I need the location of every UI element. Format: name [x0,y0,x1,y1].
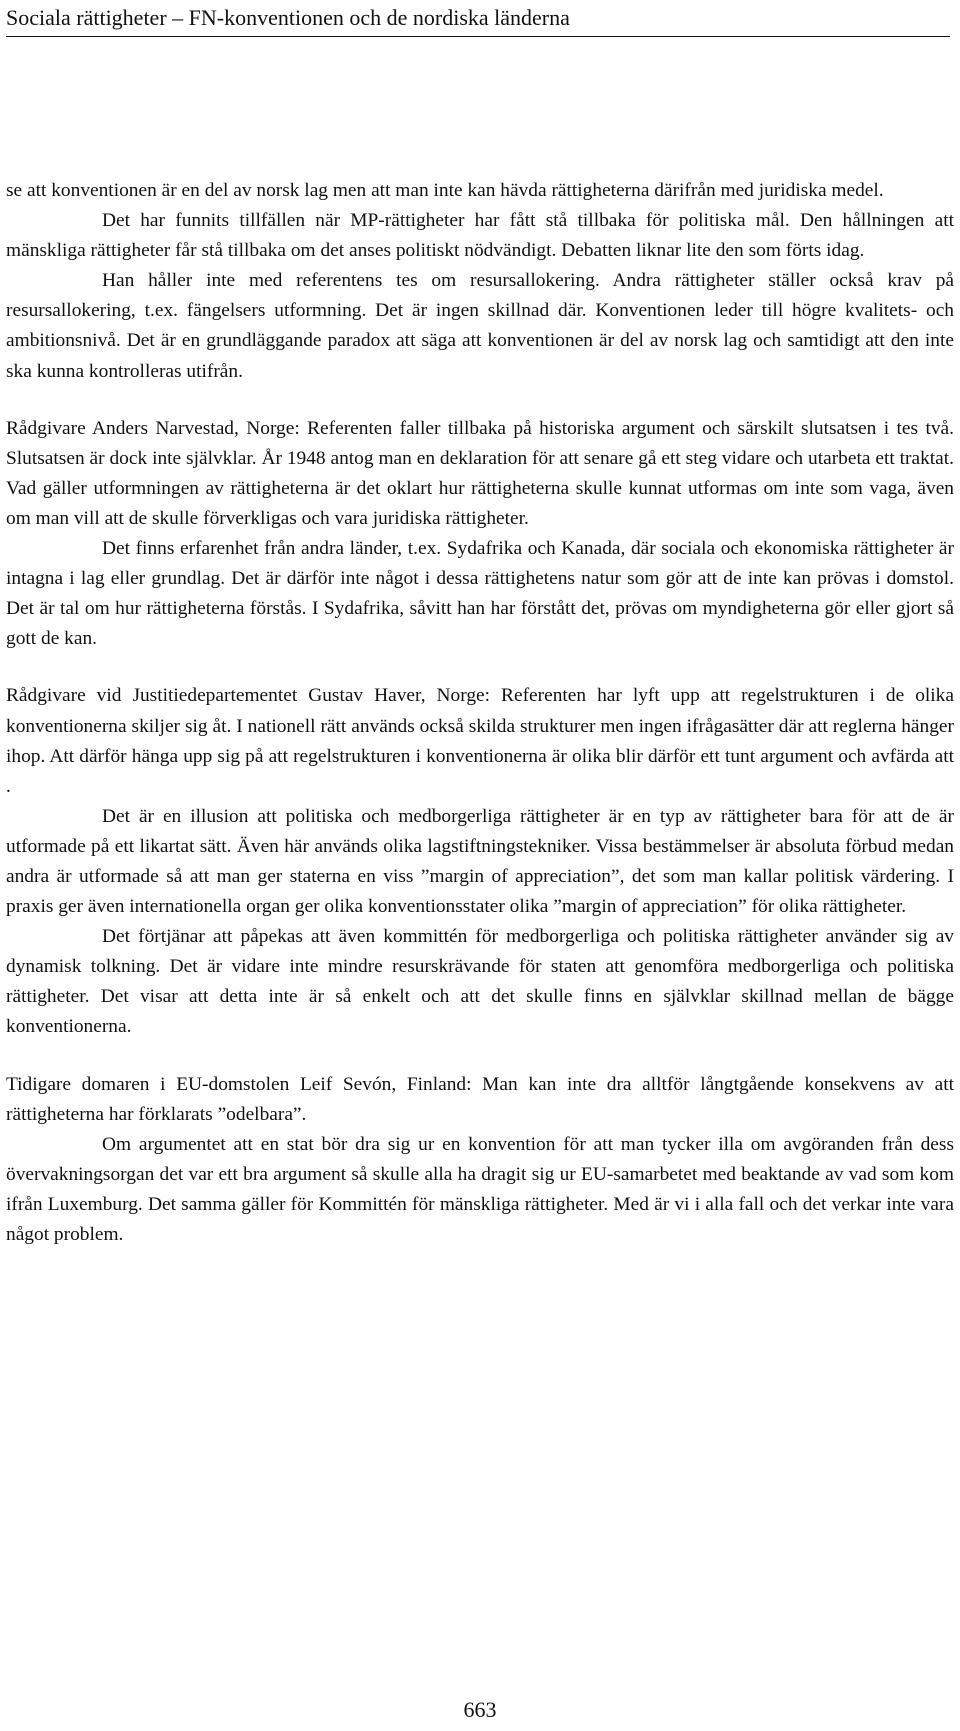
speaker-paragraph: Tidigare domaren i EU-domstolen Leif Sevón, Finland: Man kan inte dra alltför långtgående konsekvens av att rättigheterna har förklarats ”odelbara”. [6,1073,954,1125]
page-number: 663 [463,1697,497,1722]
header-divider [6,36,950,37]
document-body [6,176,954,1250]
paragraph: Det förtjänar att påpekas att även kommittén för medborgerliga och politiska rättigheter använder sig av dynamisk tolkning. Det är vidare inte mindre resurskrävande för staten att genomföra medborgerliga och politiska rättigheter. Det visar att detta inte är så enkelt och att det skulle finns en självklar skillnad mellan de bägge konventionerna. [6,926,954,1038]
paragraph: Det finns erfarenhet från andra länder, t.ex. Sydafrika och Kanada, där sociala och ekonomiska rättigheter är intagna i lag eller grundlag. Det är därför inte något i dessa rättighetens natur som gör att de inte kan prövas i domstol. Det är tal om hur rättigheterna förstås. I Sydafrika, såvitt han har förstått det, prövas om myndigheterna gör eller gjort så gott de kan. [6,538,954,650]
running-header: Sociala rättigheter – FN-konventionen och de nordiska länderna [6,5,570,30]
paragraph: Om argumentet att en stat bör dra sig ur en konvention för att man tycker illa om avgöranden från dess övervakningsorgan det var ett bra argument så skulle alla ha dragit sig ur EU-samarbetet med beaktande av vad som kom ifrån Luxemburg. Det samma gäller för Kommittén för mänskliga rättigheter. Med är vi i alla fall och det verkar inte vara något problem. [6,1133,954,1245]
speaker-paragraph: Rådgivare Anders Narvestad, Norge: Referenten faller tillbaka på historiska argument och särskilt slutsatsen i tes två. Slutsatsen är dock inte självklar. År 1948 antog man en deklaration för att senare gå ett steg vidare och utarbeta ett traktat. Vad gäller utformningen av rättigheterna är det oklart hur rättigheterna skulle kunnat utformas om inte som vaga, även om man vill att de skulle förverkligas och vara juridiska rättigheter. [6,417,954,529]
paragraph: Det har funnits tillfällen när MP-rättigheter har fått stå tillbaka för politiska mål. Den hållningen att mänskliga rättigheter får stå tillbaka om det anses politiskt nödvändigt. Debatten liknar lite den som förts idag. [6,210,954,262]
paragraph: se att konventionen är en del av norsk lag men att man inte kan hävda rättigheterna därifrån med juridiska medel. [6,180,884,201]
paragraph: Han håller inte med referentens tes om resursallokering. Andra rättigheter ställer också krav på resursallokering, t.ex. fängelsers utformning. Det är ingen skillnad där. Konventionen leder till högre kvalitets- och ambitionsnivå. Det är en grundläggande paradox att säga att konventionen är del av norsk lag och samtidigt att den inte ska kunna kontrolleras utifrån. [6,270,954,382]
speaker-paragraph: Rådgivare vid Justitiedepartementet Gustav Haver, Norge: Referenten har lyft upp att regelstrukturen i de olika konventionerna skiljer sig åt. I nationell rätt används också skilda strukturer men ingen ifrågasätter där att reglerna hänger ihop. Att därför hänga upp sig på att regelstrukturen i konventionerna är olika blir därför ett tunt argument och avfärda att . [6,685,954,797]
paragraph: Det är en illusion att politiska och medborgerliga rättigheter är en typ av rättigheter bara för att de är utformade på ett likartat sätt. Även här används olika lagstiftningstekniker. Vissa bestämmelser är absoluta förbud medan andra är utformade så att man ger staterna en viss ”margin of appreciation”, det som man kallar politisk värdering. I praxis ger även internationella organ ger olika konventionsstater olika ”margin of appreciation” för olika rättigheter. [6,805,954,918]
